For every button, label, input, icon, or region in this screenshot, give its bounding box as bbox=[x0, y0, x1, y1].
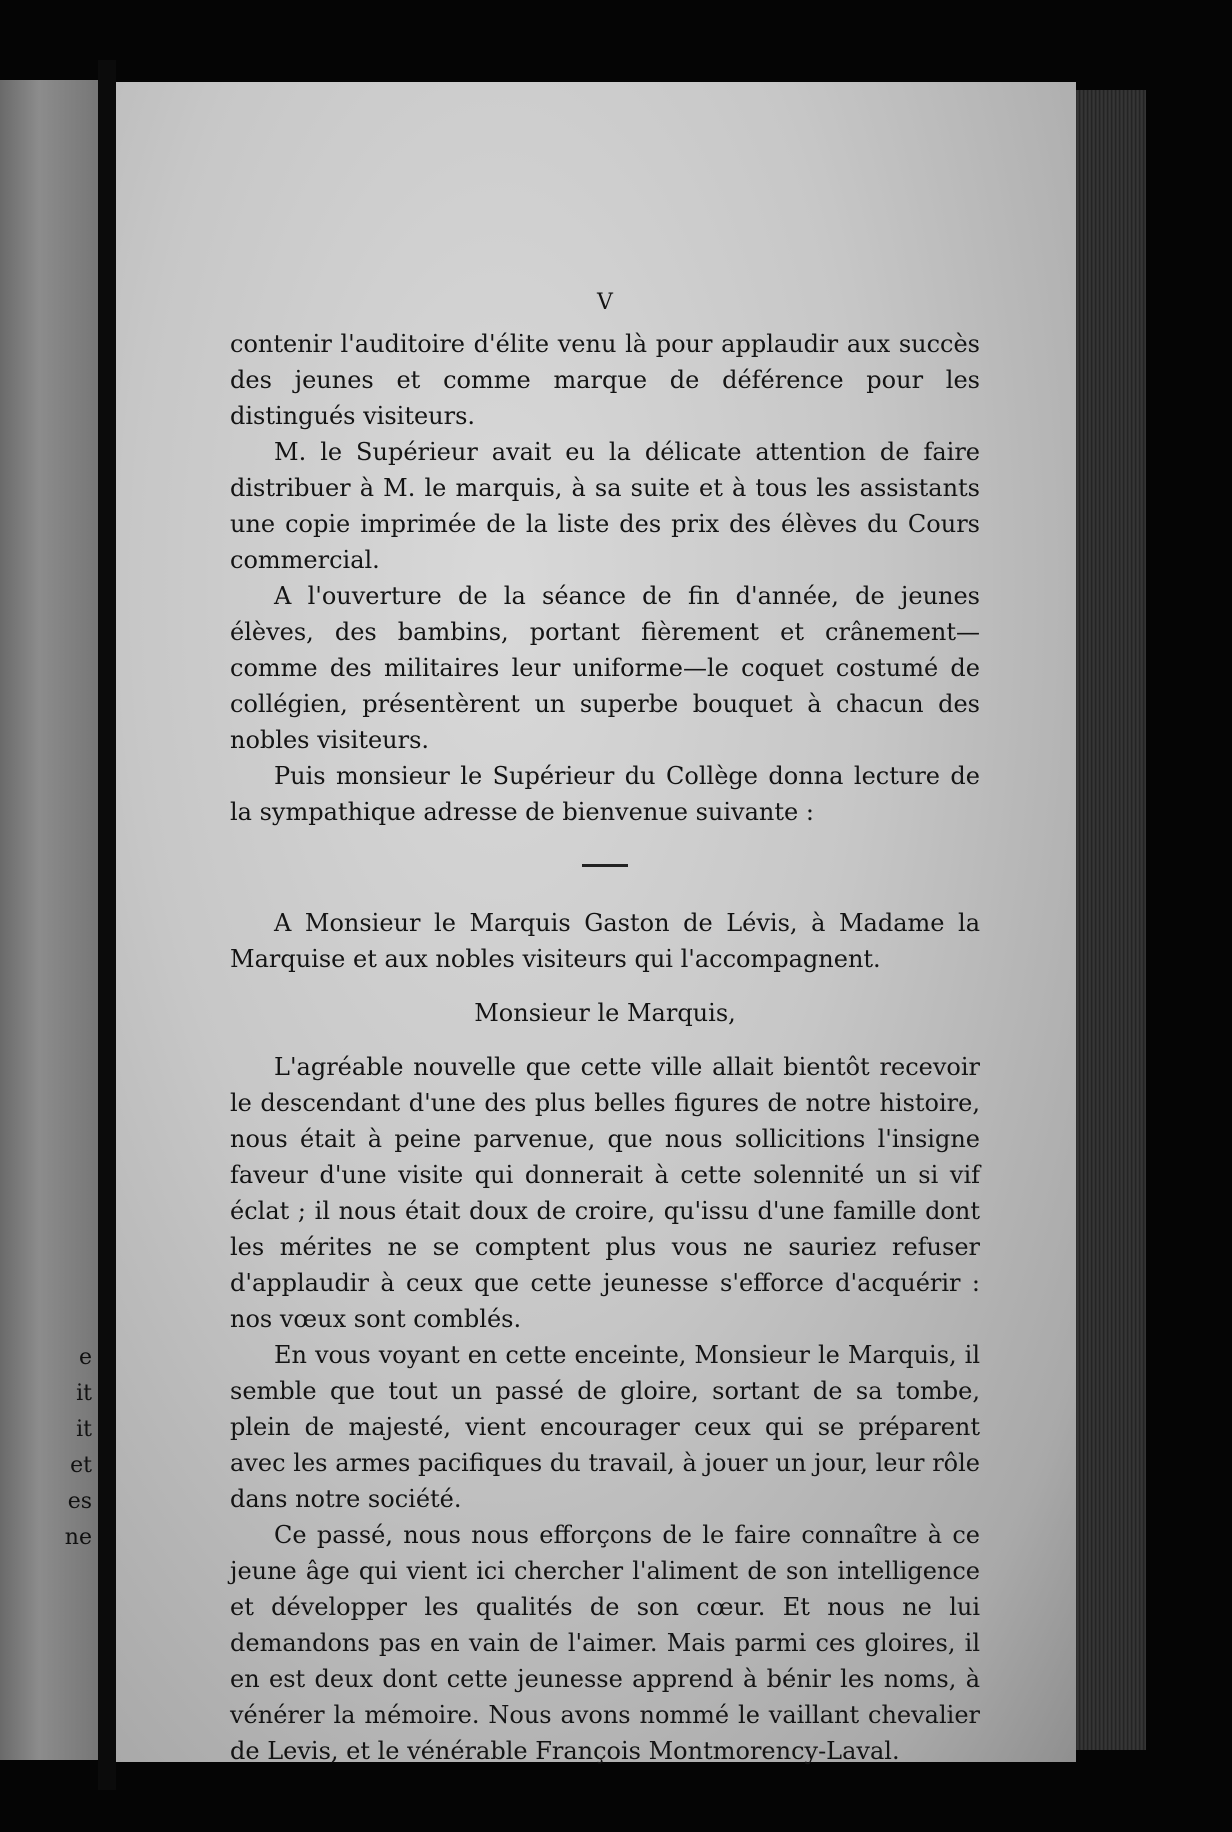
paragraph: A l'ouverture de la séance de fin d'année, de jeunes élèves, des bambins, portant fièrement et crânement—comme des militaires leur uniforme—le coquet costumé de collégien, présentèrent un superbe bouquet à chacun des nobles visiteurs. bbox=[230, 582, 980, 754]
page-folio: V bbox=[597, 290, 613, 315]
left-fragment: et bbox=[70, 1453, 92, 1478]
address-paragraph: Ce passé, nous nous efforçons de le faire connaître à ce jeune âge qui vient ici chercher l'aliment de son intelligence et développer les qualités de son cœur. Et nous ne lui demandons pas en vain de l'aimer. Mais parmi ces gloires, il en est deux dont cette jeunesse apprend à bénir les noms, à vénérer la mémoire. Nous avons nommé le vaillant chevalier de Levis, et le vénérable François Montmorency-Laval. bbox=[230, 1521, 980, 1765]
left-fragment: es bbox=[67, 1489, 92, 1514]
salutation: Monsieur le Marquis, bbox=[474, 999, 736, 1027]
left-fragment: ne bbox=[64, 1525, 92, 1550]
paragraph: M. le Supérieur avait eu la délicate attention de faire distribuer à M. le marquis, à sa suite et à tous les assistants une copie imprimée de la liste des prix des élèves du Cours commercial. bbox=[230, 438, 980, 574]
paragraph: contenir l'auditoire d'élite venu là pour applaudir aux succès des jeunes et comme marque de déférence pour les distingués visiteurs. bbox=[230, 330, 980, 430]
book-gutter bbox=[98, 60, 116, 1790]
paragraph: Puis monsieur le Supérieur du Collège donna lecture de la sympathique adresse de bienvenue suivante : bbox=[230, 762, 980, 826]
left-fragment: it bbox=[76, 1381, 92, 1406]
left-fragment: it bbox=[76, 1417, 92, 1442]
section-rule bbox=[582, 864, 628, 867]
left-fragment: e bbox=[78, 1345, 92, 1370]
address-paragraph: L'agréable nouvelle que cette ville allait bientôt recevoir le descendant d'une des plus belles figures de notre histoire, nous était à peine parvenue, que nous sollicitions l'insigne faveur d'une visite qui donnerait à cette solennité un si vif éclat ; il nous était doux de croire, qu'issu d'une famille dont les mérites ne se comptent plus vous ne sauriez refuser d'applaudir à ceux que cette jeunesse s'efforce d'acquérir : nos vœux sont comblés. bbox=[230, 1053, 980, 1333]
address-heading: A Monsieur le Marquis Gaston de Lévis, à Madame la Marquise et aux nobles visiteurs qui l'accompagnent. bbox=[230, 909, 980, 973]
page-text bbox=[230, 290, 980, 1769]
page-edges bbox=[1076, 90, 1146, 1750]
left-page-text-fragments bbox=[62, 1340, 92, 1556]
address-paragraph: En vous voyant en cette enceinte, Monsieur le Marquis, il semble que tout un passé de gloire, sortant de sa tombe, plein de majesté, vient encourager ceux qui se préparent avec les armes pacifiques du travail, à jouer un jour, leur rôle dans notre société. bbox=[230, 1341, 980, 1513]
